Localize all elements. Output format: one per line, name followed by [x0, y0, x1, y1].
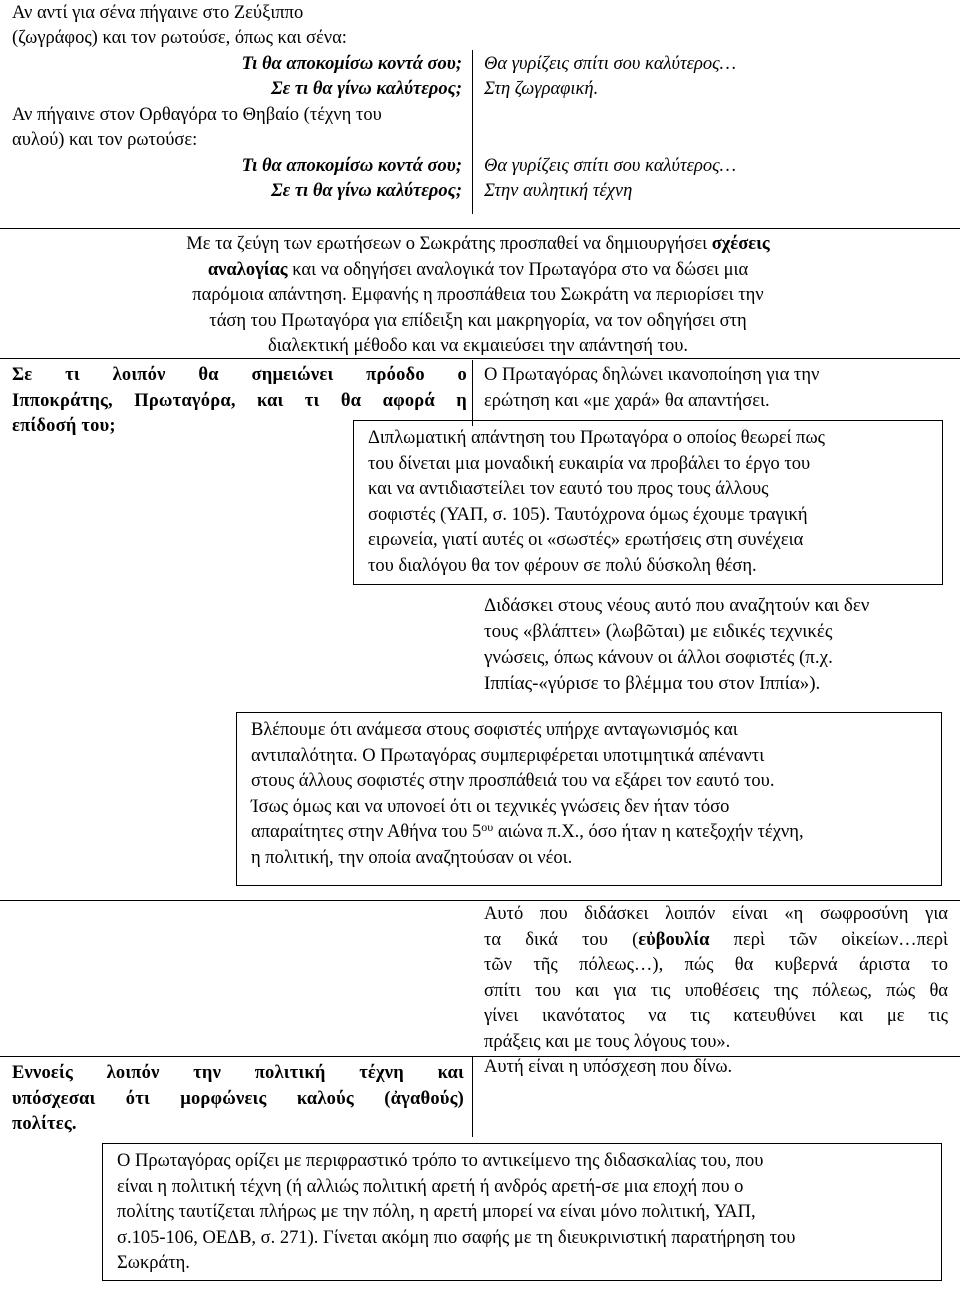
diplomatic-answer-box: [353, 420, 943, 585]
euboulia-line-2-post: περὶ τῶν οἰκείων…περὶ: [709, 929, 948, 950]
diplomatic-line-6: του διαλόγου θα τον φέρουν σε πολύ δύσκολη θέση.: [368, 555, 757, 576]
euboulia-keyword: εὐβουλία: [638, 929, 710, 950]
satisfaction-line-2: ερώτηση και «με χαρά» θα απαντήσει.: [484, 390, 770, 411]
diplomatic-line-1: Διπλωματική απάντηση του Πρωταγόρα ο οποίος θεωρεί πως: [368, 428, 825, 448]
diplomatic-line-4: σοφιστές (ΥΑΠ, σ. 105). Ταυτόχρονα όμως έχουμε τραγική: [368, 504, 808, 525]
rivalry-line-3: στους άλλους σοφιστές στην προσπάθειά του να εξάρει τον εαυτό του.: [251, 771, 775, 791]
analogies-text-1: Με τα ζεύγη των ερωτήσεων ο Σωκράτης προσπαθεί να δημιουργήσει: [186, 234, 712, 254]
rule-bottom-analogies: [0, 358, 960, 359]
orthagoras-answer-1: Θα γυρίζεις σπίτι σου καλύτερος…: [484, 156, 737, 176]
analogies-keyword-1: σχέσεις: [711, 234, 770, 254]
rivalry-line-2: αντιπαλότητα. Ο Πρωταγόρας συμπεριφέρεται υποτιμητικά απέναντι: [251, 745, 765, 766]
satisfaction-note: [484, 363, 819, 414]
analogies-keyword-2: αναλογίας: [207, 259, 288, 280]
analogies-text-2: και να οδηγήσει αναλογικά τον Πρωταγόρα στο να δώσει μια: [287, 259, 749, 280]
political-line-5: Σωκράτη.: [117, 1253, 190, 1273]
diplomatic-line-5: ειρωνεία, γιατί αυτές οι «σωστές» ερωτήσεις στη συνέχεια: [368, 530, 804, 550]
euboulia-line-6: πράξεις και με τους λόγους του».: [484, 1031, 731, 1052]
question-divider: [472, 360, 473, 426]
analogies-text-4: τάση του Πρωταγόρα για επίδειξη και μακρηγορία, να τον οδηγήσει στη: [209, 310, 747, 331]
rivalry-line-6: η πολιτική, την οποία αναζητούσαν οι νέοι.: [251, 847, 573, 868]
intro-line-2: (ζωγράφος) και τον ρωτούσε, όπως και σένα:: [12, 28, 347, 48]
analogies-text-5: διαλεκτική μέθοδο και να εκμαιεύσει την απάντησή του.: [268, 336, 688, 356]
euboulia-line-2: [484, 928, 948, 954]
zeuxippus-answer-1: Θα γυρίζεις σπίτι σου καλύτερος…: [484, 54, 737, 74]
question-politics-line-1: Εννοείς λοιπόν την πολιτική τέχνη και: [12, 1063, 464, 1083]
rivalry-line-5-post: αιώνα π.Χ., όσο ήταν η κατεξοχήν τέχνη,: [493, 822, 804, 842]
political-line-3: πολίτης ταυτίζεται πλήρως με την πόλη, η αρετή μπορεί να είναι μόνο πολιτική, ΥΑΠ,: [117, 1202, 756, 1222]
diplomatic-line-3: και να αντιδιαστείλει τον εαυτό του προς τους άλλους: [368, 479, 769, 499]
teaches-paragraph: [484, 593, 869, 697]
teaches-line-3: γνώσεις, όπως κάνουν οι άλλοι σοφιστές (π.χ.: [484, 647, 833, 668]
euboulia-line-2-pre: τα δικά του (: [484, 929, 639, 950]
intro-line-3: Αν πήγαινε στον Ορθαγόρα το Θηβαίο (τέχνη του: [12, 105, 382, 125]
rivalry-line-5: [251, 820, 804, 846]
question-progress-line-2: Ιπποκράτης, Πρωταγόρα, και τι θα αφορά η: [12, 390, 467, 411]
teaches-line-2: τους «βλάπτει» (λωβῶται) με ειδικές τεχνικές: [484, 621, 833, 642]
question-2-divider: [472, 1057, 473, 1137]
rivalry-line-1: Βλέπουμε ότι ανάμεσα στους σοφιστές υπήρχε ανταγωνισμός και: [251, 720, 738, 740]
political-line-1: Ο Πρωταγόρας ορίζει με περιφραστικό τρόπο το αντικείμενο της διδασκαλίας του, που: [117, 1151, 764, 1171]
orthagoras-answer-2: Στην αυλητική τέχνη: [484, 181, 633, 201]
political-line-4: σ.105-106, ΟΕΔΒ, σ. 271). Γίνεται ακόμη πιο σαφής με τη διευκρινιστική παρατήρηση του: [117, 1227, 796, 1248]
rule-euboulia: [0, 900, 960, 901]
question-progress-line-3: επίδοσή του;: [12, 416, 116, 436]
diplomatic-line-2: του δίνεται μια μοναδική ευκαιρία να προβάλει το έργο του: [368, 453, 811, 474]
question-politics-line-3: πολίτες.: [12, 1114, 77, 1134]
analogies-paragraph: [96, 232, 860, 360]
teaches-line-4: Ιππίας-«γύρισε το βλέμμα του στον Ιππία»).: [484, 673, 821, 694]
orthagoras-question-1: Τι θα αποκομίσω κοντά σου;: [241, 156, 462, 176]
euboulia-line-1: Αυτό που διδάσκει λοιπόν είναι «η σωφροσύνη για: [484, 904, 948, 924]
orthagoras-question-2: Σε τι θα γίνω καλύτερος;: [271, 181, 462, 201]
euboulia-line-4: σπίτι του και για τις υποθέσεις της πόλεως, πώς θα: [484, 980, 948, 1001]
zeuxippus-question-1: Τι θα αποκομίσω κοντά σου;: [241, 54, 462, 74]
teaches-line-1: Διδάσκει στους νέους αυτό που αναζητούν και δεν: [484, 595, 870, 616]
political-art-box: [102, 1143, 942, 1281]
rule-question-2: [0, 1056, 960, 1057]
rivalry-box: [236, 712, 942, 886]
zeuxippus-answer-2: Στη ζωγραφική.: [484, 79, 599, 99]
intro-divider: [472, 50, 473, 214]
intro-line-1: Αν αντί για σένα πήγαινε στο Ζεύξιππο: [12, 3, 304, 23]
intro-line-4: αυλού) και τον ρωτούσε:: [12, 130, 198, 150]
satisfaction-line-1: Ο Πρωταγόρας δηλώνει ικανοποίηση για την: [484, 365, 820, 385]
rule-top-analogies: [0, 228, 960, 229]
political-line-2: είναι η πολιτική τέχνη (ή αλλιώς πολιτική αρετή ή ανδρός αρετή-σε μια εποχή που ο: [117, 1176, 744, 1197]
question-progress-line-1: Σε τι λοιπόν θα σημειώνει πρόοδο ο: [12, 365, 467, 385]
question-politics: [12, 1061, 464, 1138]
zeuxippus-question-2: Σε τι θα γίνω καλύτερος;: [271, 79, 462, 99]
rivalry-line-4: Ίσως όμως και να υπονοεί ότι οι τεχνικές γνώσεις δεν ήταν τόσο: [251, 796, 730, 817]
analogies-text-3: παρόμοια απάντηση. Εμφανής η προσπάθεια του Σωκράτη να περιορίσει την: [192, 285, 764, 305]
euboulia-line-3: τῶν τῆς πόλεως…), πώς θα κυβερνά άριστα το: [484, 955, 948, 975]
question-politics-line-2: υπόσχεσαι ότι μορφώνεις καλούς (ἀγαθούς): [12, 1088, 464, 1109]
rivalry-line-5-pre: απαραίτητες στην Αθήνα του 5: [251, 822, 482, 842]
euboulia-line-5: γίνει ικανότατος να τις κατευθύνει και με τις: [484, 1006, 948, 1026]
euboulia-line-7: Αυτή είναι η υπόσχεση που δίνω.: [484, 1057, 733, 1077]
euboulia-paragraph: [484, 902, 948, 1081]
rivalry-superscript: ου: [481, 820, 494, 834]
